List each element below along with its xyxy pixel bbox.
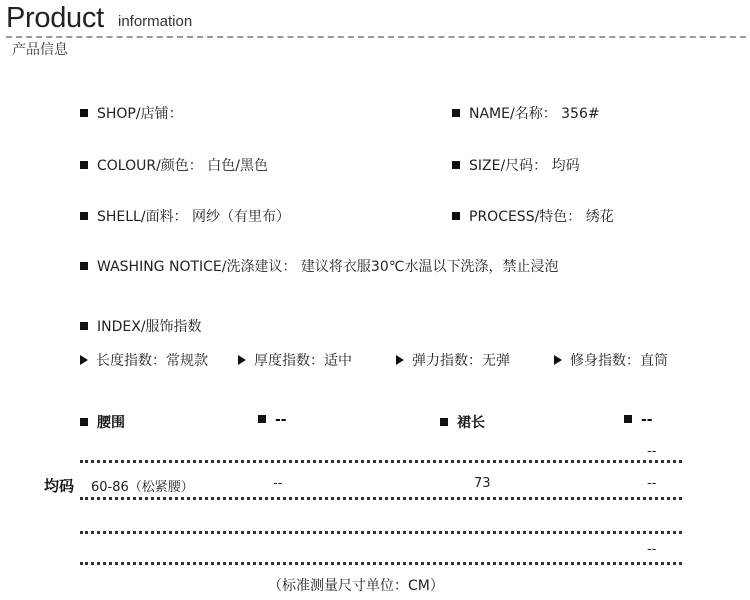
table-cell-waist: 60-86（松紧腰） bbox=[91, 480, 194, 495]
bullet-triangle-icon bbox=[238, 355, 246, 365]
info-name bbox=[452, 103, 600, 123]
info-washing bbox=[80, 256, 558, 276]
table-divider bbox=[80, 497, 682, 500]
header-divider bbox=[6, 36, 746, 38]
bullet-triangle-icon bbox=[80, 355, 88, 365]
info-name-text: NAME/名称： 356# bbox=[469, 106, 600, 122]
bullet-square-icon bbox=[452, 109, 460, 117]
bullet-square-icon bbox=[80, 418, 88, 426]
info-size bbox=[452, 155, 580, 175]
header-title-information: information bbox=[118, 13, 193, 30]
bullet-square-icon bbox=[80, 262, 88, 270]
bullet-square-icon bbox=[80, 161, 88, 169]
info-shell bbox=[80, 206, 290, 226]
table-header-waist bbox=[80, 412, 125, 432]
table-divider bbox=[80, 562, 682, 565]
index-elasticity-text: 弹力指数：无弹 bbox=[412, 353, 510, 369]
table-dash-upper: -- bbox=[647, 444, 657, 459]
index-length-text: 长度指数：常规款 bbox=[96, 353, 208, 369]
bullet-triangle-icon bbox=[554, 355, 562, 365]
table-header-col4 bbox=[624, 412, 653, 428]
bullet-square-icon bbox=[80, 322, 88, 330]
info-shop bbox=[80, 103, 183, 123]
table-header-length bbox=[440, 412, 485, 432]
table-dash-lower: -- bbox=[647, 542, 657, 557]
bullet-square-icon bbox=[258, 415, 266, 423]
info-colour bbox=[80, 155, 268, 175]
table-header-col2 bbox=[258, 412, 287, 428]
header-title-product: Product bbox=[6, 2, 104, 34]
bullet-square-icon bbox=[440, 418, 448, 426]
index-fit-text: 修身指数：直筒 bbox=[570, 353, 668, 369]
index-thickness bbox=[238, 350, 352, 370]
table-header-col4-text: -- bbox=[641, 412, 653, 428]
bullet-square-icon bbox=[80, 212, 88, 220]
table-divider bbox=[80, 531, 682, 534]
info-process bbox=[452, 206, 614, 226]
info-colour-text: COLOUR/颜色： 白色/黑色 bbox=[97, 158, 268, 174]
info-washing-text: WASHING NOTICE/洗涤建议： 建议将衣服30℃水温以下洗涤，禁止浸泡 bbox=[97, 259, 559, 275]
table-row-label: 均码 bbox=[44, 477, 75, 495]
bullet-square-icon bbox=[624, 415, 632, 423]
header-title-cn: 产品信息 bbox=[12, 42, 68, 58]
table-header-col2-text: -- bbox=[275, 412, 287, 428]
measurement-note: （标准测量尺寸单位：CM） bbox=[268, 578, 444, 594]
table-header-waist-text: 腰围 bbox=[97, 415, 125, 431]
bullet-square-icon bbox=[452, 212, 460, 220]
index-length bbox=[80, 350, 208, 370]
index-elasticity bbox=[396, 350, 510, 370]
info-shell-text: SHELL/面料： 网纱（有里布） bbox=[97, 209, 291, 225]
info-shop-text: SHOP/店铺： bbox=[97, 106, 183, 122]
info-size-text: SIZE/尺码： 均码 bbox=[469, 158, 580, 174]
table-divider bbox=[80, 460, 682, 463]
table-cell-col4: -- bbox=[647, 476, 657, 491]
info-index-text: INDEX/服饰指数 bbox=[97, 319, 202, 335]
index-thickness-text: 厚度指数：适中 bbox=[254, 353, 352, 369]
bullet-square-icon bbox=[80, 109, 88, 117]
index-fit bbox=[554, 350, 668, 370]
bullet-triangle-icon bbox=[396, 355, 404, 365]
table-cell-length: 73 bbox=[474, 476, 491, 491]
info-index bbox=[80, 316, 202, 336]
table-cell-col2: -- bbox=[273, 476, 283, 491]
table-header-length-text: 裙长 bbox=[457, 415, 485, 431]
bullet-square-icon bbox=[452, 161, 460, 169]
info-process-text: PROCESS/特色： 绣花 bbox=[469, 209, 614, 225]
